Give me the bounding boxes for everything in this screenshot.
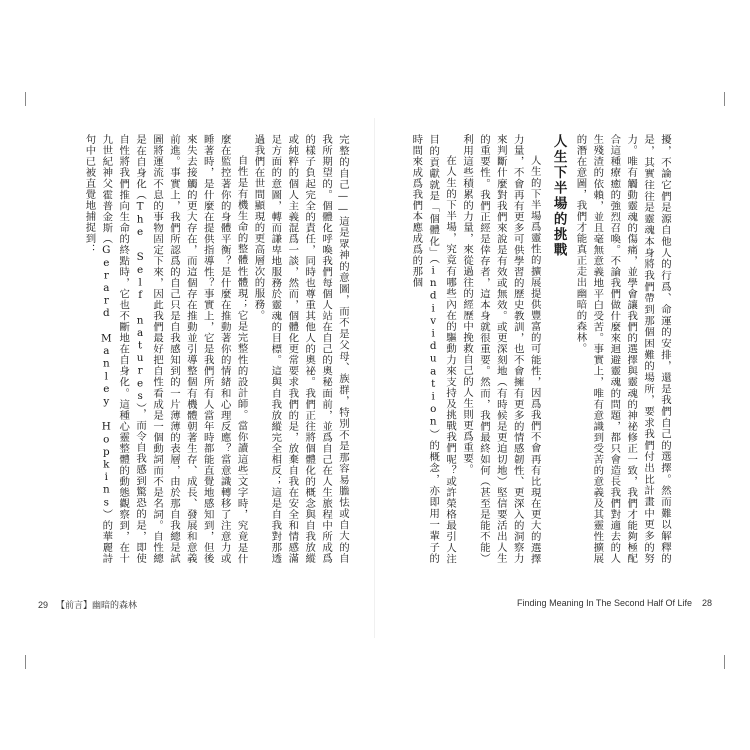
body-paragraph: 完整的自己——這是眾神的意圖，而不是父母、族群，特別不是那容易膽怯或自大的自我所期望的。個體化呼喚我們每個人站在自己的奧秘面前，並爲自己在人生旅程中所成爲的樣子負起完全的責任，同時也尊重其他人的奧祕。我們正往將個體化的概念與自我放縱或純粹的個人主義混爲一談，然而，個體化更常要求我們的是，放棄自我在安全和情感滿足方面的意圖，轉而謙卑地服務於靈魂的目標。這與自我放縱完全相反；這是自我對那透過我們在世間顯現的更高層次的服務。 (252, 134, 349, 564)
running-head: 【前言】幽暗的森林 (56, 600, 138, 610)
body-paragraph: 人生的下半場爲靈性的擴展提供豐富的可能性，因爲我們不會再有比現在更大的選擇力量，不會再有更多可供學習的歷史教訓，也不會擁有更多的情感韌性、更深入的洞察力來判斷什麼對我們來說是有效或無效。或更深刻地（有時候是更迫切地）堅信要活出人生的重要性。我們正經是倖存者，這本身就很重要。然而，我們最終如何（甚至是能不能）利用這些積累的力量，來從過往的經歷中挽救自己的人生則更爲重要。 (461, 134, 541, 564)
section-heading: 人生下半場的挑戰 (550, 134, 567, 258)
body-paragraph: 自性是有機生命的整體性體現；它是完整性的設計師。當你讀這些文字時，究竟是什麼在監控著你的身體平衡？是什麼在推動著你的情緒和心理反應？當意識轉移了注意力或睡著時，是什麼在提供指導性？事實上，它是我們所有人當年時都能直覺地感知到，但後來失去接觸的更大存在，而這個存在推動並引導整個有機體朝著生存、成長、發展和意義前進。事實上，我們所認爲的自己只是自我感知到的一片薄薄的表層，由於那自我總是試圖將運流不息的事物固定下來，因此我們最好把自性看成是一個動詞而不是名詞。自性總是在自身化（The Self natures），而令自我感到驚恐的是，即使自性將我們推向生命的終點時，它也不斷地在自身化。這種心靈整體的動態觀察到，在十九世紀神父霍普金斯（Gerard Manley Hopkins）的華麗詩句中已被直覺地捕捉到： (83, 134, 248, 564)
body-paragraph: 擾，不論它們是源自他人的行爲、命運的安排，還是我們自己的選擇。然而難以解釋的是，其實往往是靈魂本身將我們帶到那個困難的場所，要求我們付出比計畫中更多的努力。唯有觸動靈魂的傷痛，並學會讓我們的選擇與靈魂的神祕修正一致，我們才能夠極配合這種療癒的強烈召喚。不論我們做什麼來迴避靈魂的問題，都只會造長我們對適去的人生殘渣的依賴，並且毫無意義地平白受苦。事實上，唯有意識到受苦的意義及其靈性擴展的潛在意圖，我們才能真正走出幽暗的森林。 (574, 134, 671, 564)
page-number: 29 (38, 600, 49, 610)
left-page-body (83, 134, 351, 564)
right-folio (517, 598, 712, 608)
page-number: 28 (701, 598, 712, 608)
right-page-body (393, 134, 673, 564)
right-page (375, 0, 750, 750)
body-paragraph: 在人生的下半場，究竟有哪些內在的驅動力來支持及挑戰我們呢？或許榮格最引人注目的貢獻就是「個體化」（individuation）的概念，亦即用一輩子的時間來成爲我們本應成爲的那個 (410, 134, 457, 564)
running-head: Finding Meaning In The Second Half Of Life (517, 598, 692, 608)
left-folio (38, 598, 137, 611)
